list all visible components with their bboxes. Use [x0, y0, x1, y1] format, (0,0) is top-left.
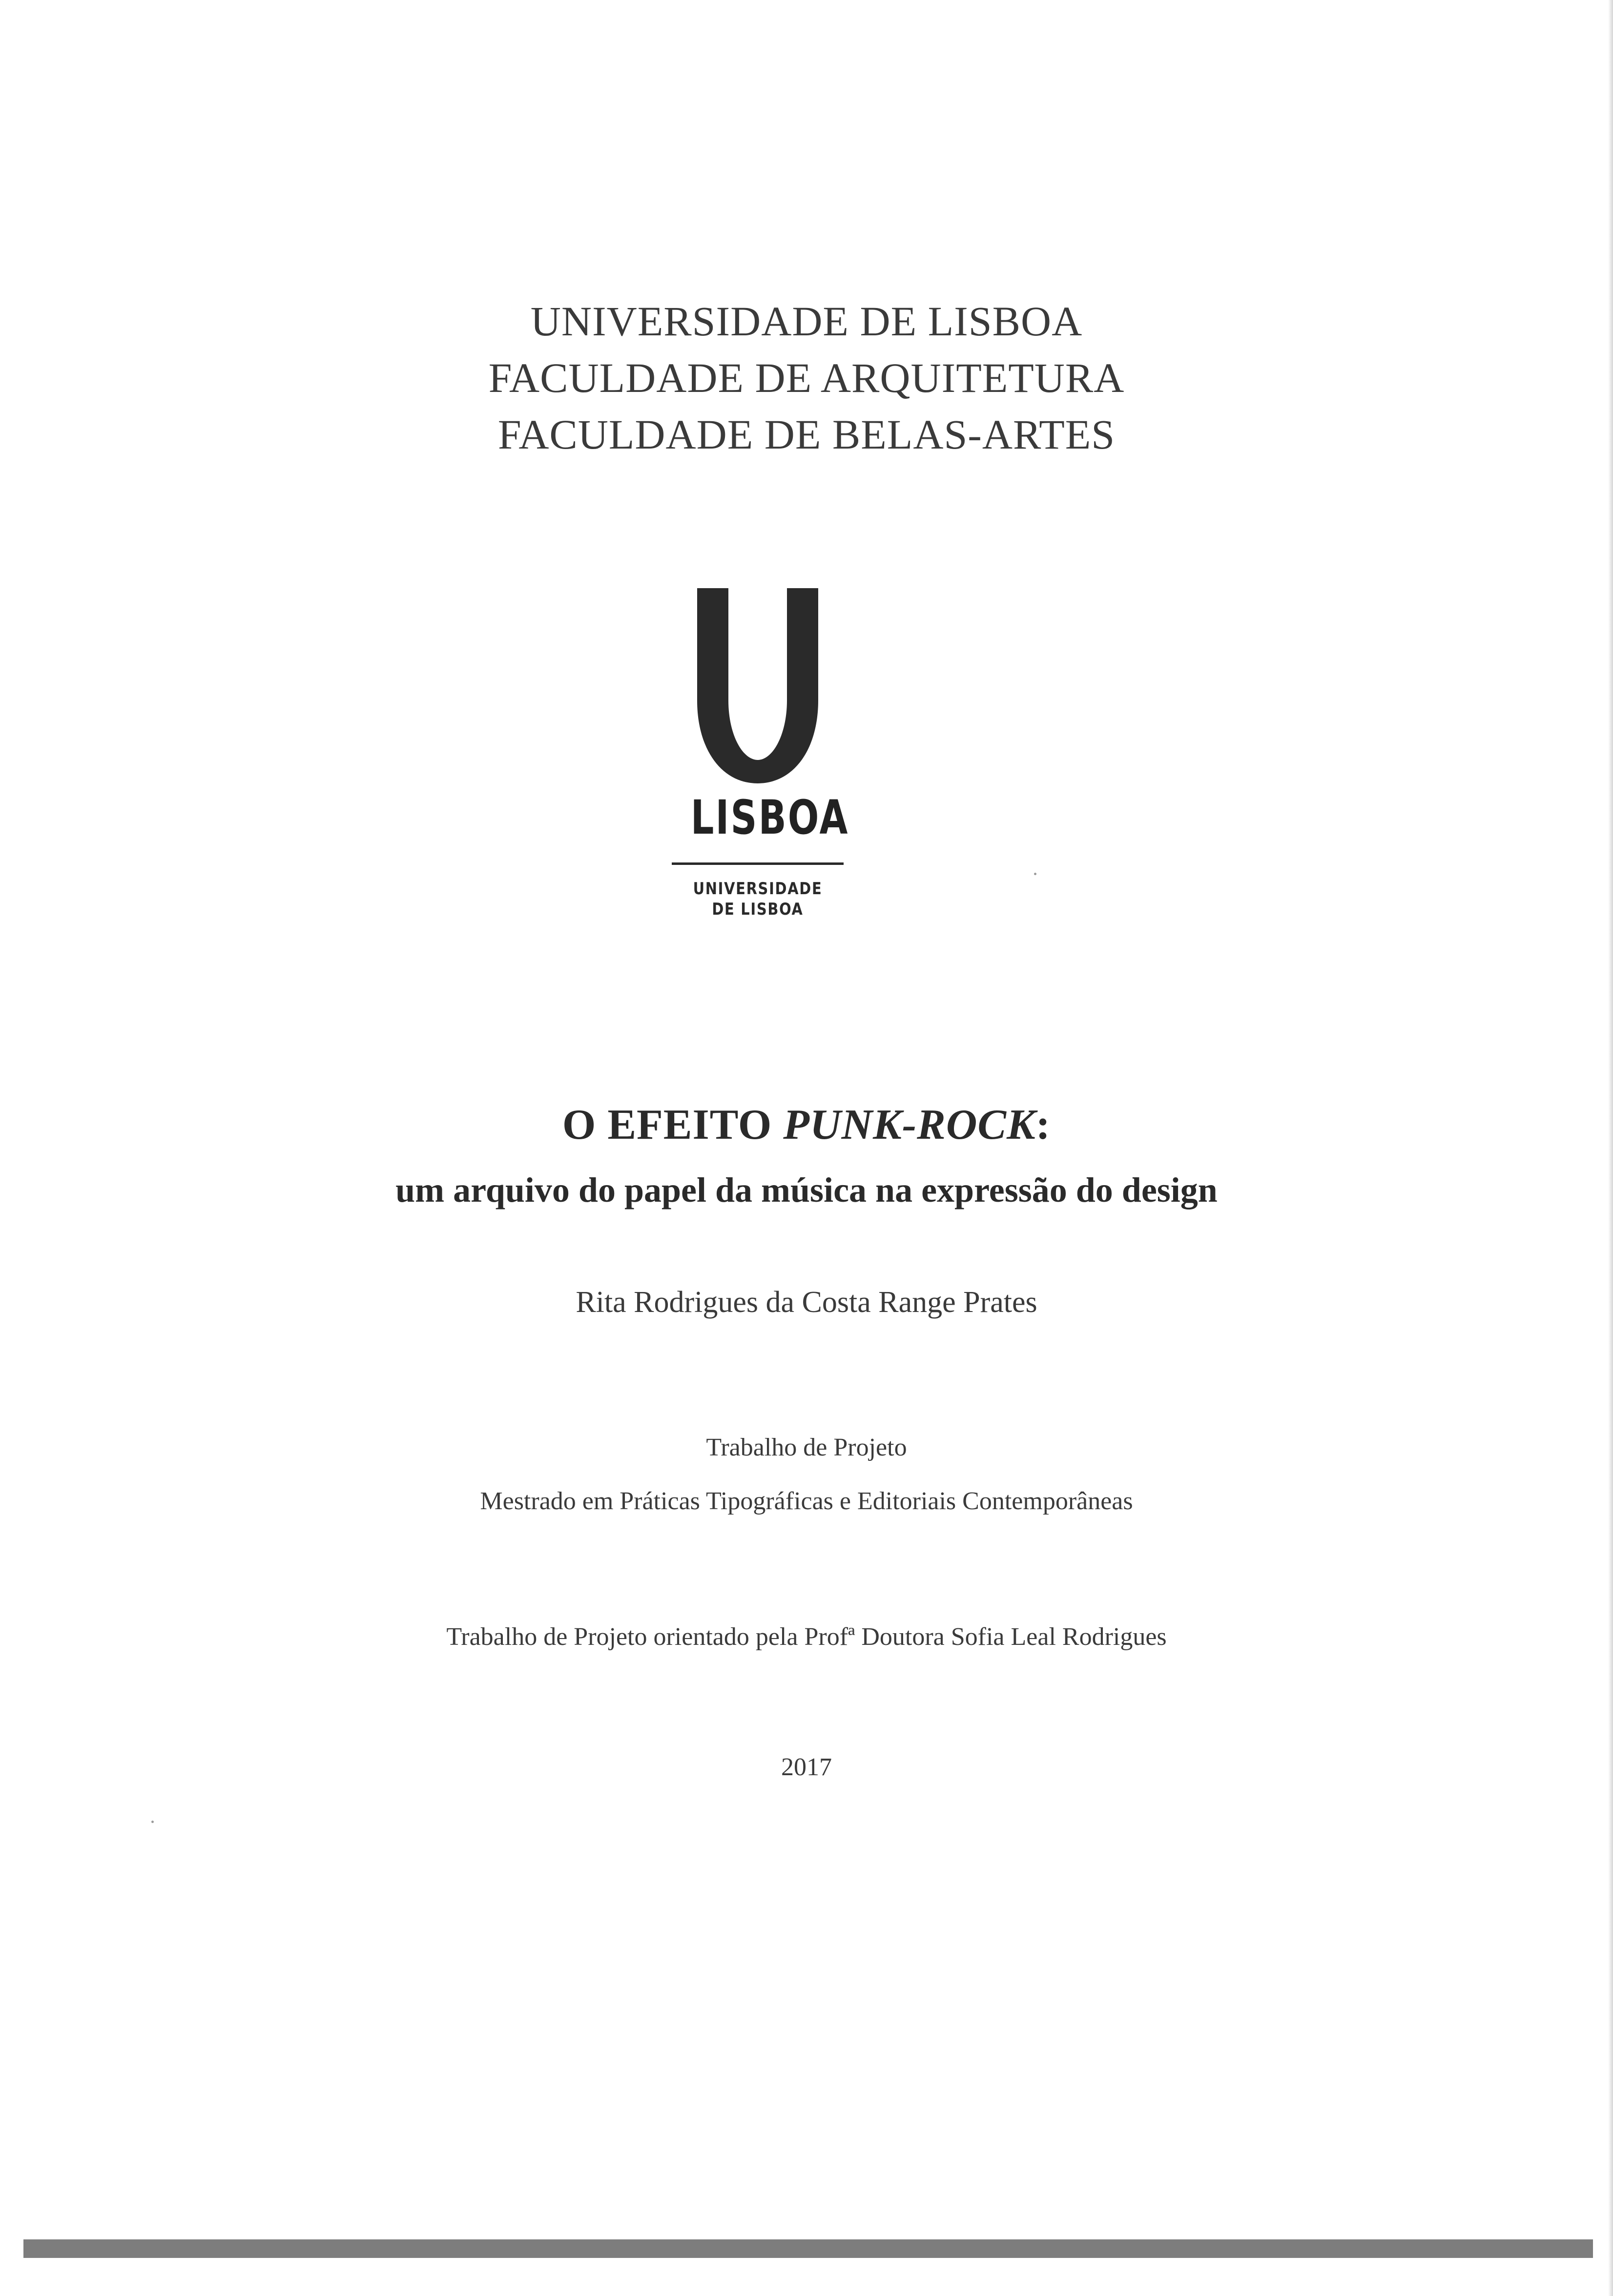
logo-divider [672, 862, 844, 865]
supervisor-line: Trabalho de Projeto orientado pela Profª Doutora Sofia Leal Rodrigues [446, 1623, 1167, 1651]
scan-edge-band [23, 2239, 1593, 2258]
thesis-title [0, 1098, 1613, 1152]
degree-program: Mestrado em Práticas Tipográficas e Editoriais Contemporâneas [480, 1487, 1133, 1515]
faculty-architecture: FACULDADE DE ARQUITETURA [488, 354, 1125, 401]
title-emphasis: PUNK-ROCK [783, 1101, 1036, 1148]
logo-subtitle-line-2: DE LISBOA [712, 900, 804, 919]
thesis-subtitle: um arquivo do papel da música na expressão do design [395, 1170, 1218, 1210]
faculty-fine-arts: FACULDADE DE BELAS-ARTES [497, 411, 1116, 458]
institution-header [0, 293, 1613, 463]
logo-subtitle-line-1: UNIVERSIDADE [693, 879, 823, 899]
title-suffix: : [1035, 1101, 1051, 1148]
author-name: Rita Rodrigues da Costa Range Prates [576, 1286, 1037, 1319]
scan-speck [151, 1821, 154, 1823]
university-name: UNIVERSIDADE DE LISBOA [530, 298, 1083, 345]
logo-wordmark: LISBOA [690, 790, 849, 845]
scan-speck [1034, 873, 1036, 875]
title-prefix: O EFEITO [562, 1101, 784, 1148]
logo-subtitle [684, 879, 830, 920]
scan-right-edge [1608, 0, 1613, 2296]
u-lisboa-logo-icon [672, 588, 844, 788]
work-type: Trabalho de Projeto [706, 1434, 907, 1461]
university-logo [672, 588, 849, 930]
year: 2017 [781, 1753, 832, 1781]
